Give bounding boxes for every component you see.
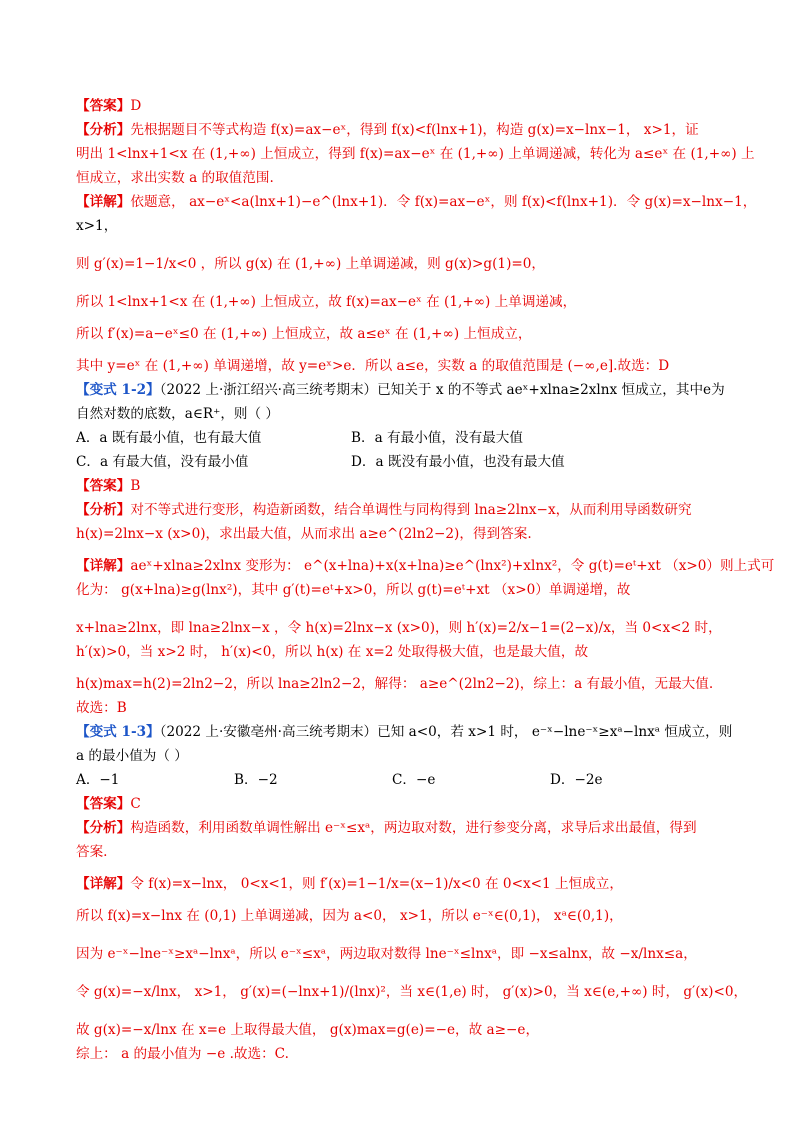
analysis-line-1 xyxy=(76,498,736,522)
detail-line-2: x>1， xyxy=(76,218,118,234)
detail-line-5: 故 g(x)=−x/lnx 在 x=e 上取得最大值， g(x)max=g(e)=−e，故 a≥−e， xyxy=(76,1022,540,1038)
detail-line-1 xyxy=(76,190,757,214)
answer-value: D xyxy=(130,98,142,114)
detail-line-2: 化为： g(x+lna)≥g(lnx²)，其中 g′(t)=eᵗ+x>0，所以 g(t)=eᵗ+xt （x>0）单调递增，故 xyxy=(76,582,631,598)
variant-tag: 【变式 1-3】 xyxy=(76,724,160,740)
option-b: B．a 有最小值，没有最大值 xyxy=(351,430,523,446)
detail-line-4: h′(x)>0，当 x>2 时， h′(x)<0，所以 h(x) 在 x=2 处取得极大值，也是最大值，故 xyxy=(76,644,589,660)
detail-line-3: x+lna≥2lnx，即 lna≥2lnx−x ，令 h(x)=2lnx−x (x>0)，则 h′(x)=2/x−1=(2−x)/x，当 0<x<2 时， xyxy=(76,620,722,636)
option-b: B．−2 xyxy=(234,772,278,788)
analysis-tag: 【分析】 xyxy=(76,502,131,518)
answer-value: B xyxy=(130,478,141,494)
detail-line-6: 综上： a 的最小值为 −e .故选：C. xyxy=(76,1046,289,1062)
detail-line-4: 所以 1<lnx+1<x 在 (1,+∞) 上恒成立，故 f(x)=ax−eˣ 在 (1,+∞) 上单调递减， xyxy=(76,294,577,310)
variant-1-2-header xyxy=(76,378,736,402)
answer-line xyxy=(76,94,736,118)
detail-line-2: 所以 f(x)=x−lnx 在 (0,1) 上单调递减，因为 a<0， x>1，所以 e⁻ˣ∈(0,1)， xᵃ∈(0,1)， xyxy=(76,908,623,924)
analysis-tag: 【分析】 xyxy=(76,820,131,836)
option-c: C．a 有最大值，没有最小值 xyxy=(76,454,249,470)
option-c: C．−e xyxy=(392,772,436,788)
variant-question-line-2: a 的最小值为（ ） xyxy=(76,748,188,764)
variant-1-3-header xyxy=(76,720,736,744)
detail-text: aeˣ+xlna≥2xlnx 变形为： e^(x+lna)+x(x+lna)≥e^(lnx²)+xlnx²，令 g(t)=eᵗ+xt （x>0）则上式可 xyxy=(130,558,775,574)
option-d: D．a 既没有最小值，也没有最大值 xyxy=(351,454,565,470)
detail-text: 依题意， ax−eˣ<a(lnx+1)−e^(lnx+1)．令 f(x)=ax−eˣ，则 f(x)<f(lnx+1)．令 g(x)=x−lnx−1， xyxy=(130,194,757,210)
answer-line xyxy=(76,792,736,816)
analysis-text: 对不等式进行变形，构造新函数，结合单调性与同构得到 lna≥2lnx−x，从而利用导函数研究 xyxy=(130,502,692,518)
analysis-tag: 【分析】 xyxy=(76,122,131,138)
option-a: A．−1 xyxy=(76,772,120,788)
detail-line-1 xyxy=(76,872,736,896)
option-d: D．−2e xyxy=(550,772,603,788)
option-row xyxy=(76,426,736,450)
analysis-line-1 xyxy=(76,118,736,142)
answer-value: C xyxy=(130,796,141,812)
detail-line-4: 令 g(x)=−x/lnx， x>1， g′(x)=(−lnx+1)/(lnx)²，当 x∈(1,e) 时， g′(x)>0，当 x∈(e,+∞) 时， g′(x)<0， xyxy=(76,984,748,1000)
analysis-line-3: 恒成立，求出实数 a 的取值范围. xyxy=(76,170,274,186)
detail-text: 令 f(x)=x−lnx， 0<x<1，则 f′(x)=1−1/x=(x−1)/x<0 在 0<x<1 上恒成立， xyxy=(130,876,623,892)
option-a: A．a 既有最小值，也有最大值 xyxy=(76,430,262,446)
analysis-line-1 xyxy=(76,816,736,840)
option-row xyxy=(76,768,736,792)
detail-line-3: 则 g′(x)=1−1/x<0 ，所以 g(x) 在 (1,+∞) 上单调递减，则 g(x)>g(1)=0， xyxy=(76,256,546,272)
detail-tag: 【详解】 xyxy=(76,876,131,892)
answer-tag: 【答案】 xyxy=(76,98,131,114)
detail-tag: 【详解】 xyxy=(76,194,131,210)
analysis-line-2: h(x)=2lnx−x (x>0)，求出最大值，从而求出 a≥e^(2ln2−2)，得到答案. xyxy=(76,526,532,542)
variant-tag: 【变式 1-2】 xyxy=(76,382,160,398)
variant-question: （2022 上·浙江绍兴·高三统考期末）已知关于 x 的不等式 aeˣ+xlna≥2xlnx 恒成立，其中e为 xyxy=(159,382,725,398)
detail-line-6: 其中 y=eˣ 在 (1,+∞) 单调递增，故 y=eˣ>e．所以 a≤e，实数 a 的取值范围是 (−∞,e].故选：D xyxy=(76,358,670,374)
analysis-line-2: 答案. xyxy=(76,844,108,860)
detail-line-1 xyxy=(76,554,775,578)
detail-line-5: 所以 f′(x)=a−eˣ≤0 在 (1,+∞) 上恒成立，故 a≤eˣ 在 (1,+∞) 上恒成立， xyxy=(76,326,532,342)
variant-question-line-2: 自然对数的底数，a∈R⁺，则（ ） xyxy=(76,406,280,422)
answer-tag: 【答案】 xyxy=(76,478,131,494)
answer-tag: 【答案】 xyxy=(76,796,131,812)
detail-line-6: 故选：B xyxy=(76,700,127,716)
analysis-line-2: 明出 1<lnx+1<x 在 (1,+∞) 上恒成立，得到 f(x)=ax−eˣ 在 (1,+∞) 上单调递减，转化为 a≤eˣ 在 (1,+∞) 上 xyxy=(76,146,755,162)
detail-tag: 【详解】 xyxy=(76,558,131,574)
analysis-text: 先根据题目不等式构造 f(x)=ax−eˣ，得到 f(x)<f(lnx+1)，构造 g(x)=x−lnx−1， x>1，证 xyxy=(130,122,699,138)
detail-line-5: h(x)max=h(2)=2ln2−2，所以 lna≥2ln2−2，解得： a≥e^(2ln2−2)，综上：a 有最小值，无最大值. xyxy=(76,676,714,692)
detail-line-3: 因为 e⁻ˣ−lne⁻ˣ≥xᵃ−lnxᵃ，所以 e⁻ˣ≤xᵃ，两边取对数得 lne⁻ˣ≤lnxᵃ，即 −x≤alnx，故 −x/lnx≤a， xyxy=(76,946,697,962)
solution-document xyxy=(76,94,775,1066)
option-row xyxy=(76,450,736,474)
analysis-text: 构造函数，利用函数单调性解出 e⁻ˣ≤xᵃ，两边取对数，进行参变分离，求导后求出最值，得到 xyxy=(130,820,697,836)
answer-line xyxy=(76,474,736,498)
variant-question: （2022 上·安徽亳州·高三统考期末）已知 a<0，若 x>1 时， e⁻ˣ−lne⁻ˣ≥xᵃ−lnxᵃ 恒成立，则 xyxy=(159,724,733,740)
